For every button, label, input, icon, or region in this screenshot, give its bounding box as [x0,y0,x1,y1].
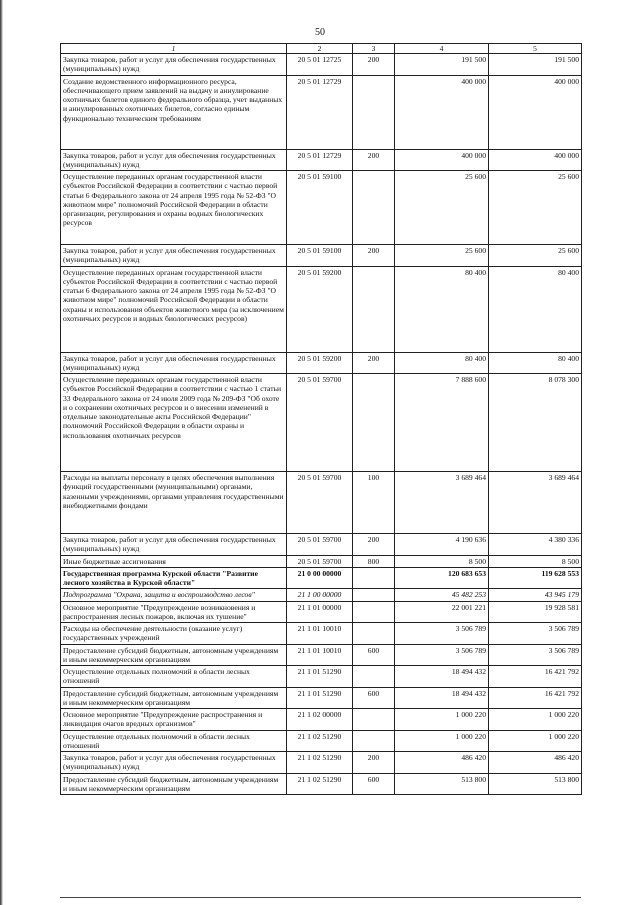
table-row [61,266,582,352]
table-row [61,773,582,795]
row-value-year2-cell: 513 800 [489,773,582,795]
budget-table [60,43,582,795]
row-value-year1-cell: 1 000 220 [395,730,489,752]
row-code-cell: 21 1 02 51290 [287,752,353,774]
row-value-year2-cell: 486 420 [489,752,582,774]
row-name-cell: Закупка товаров, работ и услуг для обеспечения государственных (муниципальных) нужд [61,352,287,374]
row-value-year1-cell: 18 494 432 [395,666,489,688]
row-expense-type-cell: 200 [353,534,395,556]
row-value-year2-cell: 16 421 792 [489,687,582,709]
row-code-cell: 20 5 01 59100 [287,171,353,245]
row-value-year1-cell: 8 500 [395,555,489,567]
row-expense-type-cell [353,374,395,472]
row-value-year1-cell: 80 400 [395,352,489,374]
row-expense-type-cell [353,567,395,589]
row-value-year2-cell: 25 600 [489,245,582,267]
row-value-year2-cell: 1 000 220 [489,730,582,752]
row-name-cell: Предоставление субсидий бюджетным, автономным учреждениям и иным некоммерческим организациям [61,644,287,666]
table-row [61,730,582,752]
table-row [61,623,582,645]
row-value-year1-cell: 45 482 253 [395,589,489,601]
row-value-year1-cell: 22 001 221 [395,601,489,623]
row-name-cell: Расходы на обеспечение деятельности (оказание услуг) государственных учреждений [61,623,287,645]
table-row [61,245,582,267]
row-value-year2-cell: 8 078 300 [489,374,582,472]
header-col-2: 2 [287,44,353,54]
table-row [61,601,582,623]
row-name-cell: Закупка товаров, работ и услуг для обеспечения государственных (муниципальных) нужд [61,245,287,267]
row-value-year1-cell: 25 600 [395,245,489,267]
row-value-year1-cell: 191 500 [395,54,489,76]
row-name-cell: Осуществление переданных органам государственной власти субъектов Российской Федерации в соответствии с частью 1 статьи 33 Федерального закона от 24 июля 2009 года № 209-ФЗ "Об охоте и о сохранении охотничьих ресурсов и о внесении изменений в отдельные законодательные акты Российской Федерации" полномочий Российской Федерации в области охраны и использования охотничьих ресурсов [61,374,287,472]
row-code-cell: 21 1 01 00000 [287,601,353,623]
header-col-3: 3 [353,44,395,54]
table-row [61,534,582,556]
row-value-year2-cell: 4 380 336 [489,534,582,556]
row-value-year1-cell: 400 000 [395,75,489,149]
row-code-cell: 21 1 00 00000 [287,589,353,601]
table-row [61,644,582,666]
table-row [61,171,582,245]
row-code-cell: 20 5 01 12729 [287,149,353,171]
row-value-year2-cell: 3 506 789 [489,644,582,666]
row-expense-type-cell [353,601,395,623]
row-code-cell: 20 5 01 59700 [287,555,353,567]
row-value-year1-cell: 18 494 432 [395,687,489,709]
page-bottom-rule [60,897,581,898]
row-name-cell: Закупка товаров, работ и услуг для обеспечения государственных (муниципальных) нужд [61,149,287,171]
row-value-year1-cell: 486 420 [395,752,489,774]
header-col-1: 1 [61,44,287,54]
row-value-year2-cell: 80 400 [489,352,582,374]
row-name-cell: Осуществление переданных органам государственной власти субъектов Российской Федерации в соответствии с частью первой статьи 6 Федерального закона от 24 апреля 1995 года № 52-ФЗ "О животном мире" полномочий Российской Федерации в области организации, регулирования и охраны водных биологических ресурсов [61,171,287,245]
table-row [61,709,582,731]
row-expense-type-cell [353,171,395,245]
row-value-year1-cell: 120 683 653 [395,567,489,589]
row-value-year1-cell: 3 506 789 [395,644,489,666]
row-value-year2-cell: 43 945 179 [489,589,582,601]
row-code-cell: 20 5 01 59700 [287,472,353,534]
row-code-cell: 20 5 01 59100 [287,245,353,267]
header-col-5: 5 [489,44,582,54]
row-code-cell: 20 5 01 59200 [287,266,353,352]
table-row [61,666,582,688]
row-expense-type-cell [353,266,395,352]
scan-edge-shadow [0,0,3,905]
table-row [61,752,582,774]
row-value-year2-cell: 80 400 [489,266,582,352]
row-expense-type-cell: 200 [353,245,395,267]
row-name-cell: Государственная программа Курской области "Развитие лесного хозяйства в Курской области" [61,567,287,589]
row-code-cell: 21 1 01 51290 [287,666,353,688]
row-name-cell: Предоставление субсидий бюджетным, автономным учреждениям и иным некоммерческим организациям [61,687,287,709]
row-name-cell: Закупка товаров, работ и услуг для обеспечения государственных (муниципальных) нужд [61,534,287,556]
row-value-year2-cell: 400 000 [489,149,582,171]
row-value-year1-cell: 7 888 600 [395,374,489,472]
row-name-cell: Предоставление субсидий бюджетным, автономным учреждениям и иным некоммерческим организациям [61,773,287,795]
table-row [61,472,582,534]
row-expense-type-cell [353,730,395,752]
row-name-cell: Закупка товаров, работ и услуг для обеспечения государственных (муниципальных) нужд [61,54,287,76]
row-code-cell: 21 1 01 10010 [287,644,353,666]
table-row [61,567,582,589]
row-code-cell: 21 1 02 51290 [287,730,353,752]
row-code-cell: 21 1 02 00000 [287,709,353,731]
row-value-year1-cell: 400 000 [395,149,489,171]
row-code-cell: 20 5 01 59700 [287,374,353,472]
row-value-year1-cell: 3 506 789 [395,623,489,645]
row-name-cell: Закупка товаров, работ и услуг для обеспечения государственных (муниципальных) нужд [61,752,287,774]
row-value-year2-cell: 191 500 [489,54,582,76]
header-col-4: 4 [395,44,489,54]
row-name-cell: Основное мероприятие "Предупреждение распространения и ликвидация очагов вредных организмов" [61,709,287,731]
table-row [61,352,582,374]
row-code-cell: 21 1 02 51290 [287,773,353,795]
row-value-year1-cell: 25 600 [395,171,489,245]
row-value-year2-cell: 3 689 464 [489,472,582,534]
row-expense-type-cell: 200 [353,352,395,374]
row-value-year2-cell: 8 500 [489,555,582,567]
row-name-cell: Создание ведомственного информационного ресурса, обеспечивающего прием заявлений на выдачу и аннулирование охотничьих билетов единого федерального образца, учет выданных и аннулированных охотничьих билетов, согласно единым функционально техническим требованиям [61,75,287,149]
row-expense-type-cell [353,75,395,149]
table-row [61,149,582,171]
table-row [61,555,582,567]
page-number: 50 [315,27,325,38]
row-code-cell: 20 5 01 59700 [287,534,353,556]
row-name-cell: Иные бюджетные ассигнования [61,555,287,567]
row-code-cell: 21 0 00 00000 [287,567,353,589]
row-expense-type-cell [353,623,395,645]
row-value-year1-cell: 80 400 [395,266,489,352]
row-value-year2-cell: 19 928 581 [489,601,582,623]
row-value-year1-cell: 3 689 464 [395,472,489,534]
row-expense-type-cell [353,589,395,601]
row-value-year1-cell: 513 800 [395,773,489,795]
row-expense-type-cell [353,709,395,731]
row-name-cell: Основное мероприятие "Предупреждение возникновения и распространения лесных пожаров, включая их тушение" [61,601,287,623]
row-code-cell: 20 5 01 12729 [287,75,353,149]
table-header-row [61,44,582,54]
row-name-cell: Осуществление отдельных полномочий в области лесных отношений [61,730,287,752]
row-value-year2-cell: 400 000 [489,75,582,149]
row-expense-type-cell [353,666,395,688]
table-row [61,687,582,709]
row-expense-type-cell: 200 [353,752,395,774]
row-expense-type-cell: 600 [353,687,395,709]
row-code-cell: 20 5 01 12725 [287,54,353,76]
row-code-cell: 21 1 01 51290 [287,687,353,709]
row-value-year2-cell: 25 600 [489,171,582,245]
row-code-cell: 20 5 01 59200 [287,352,353,374]
row-name-cell: Осуществление переданных органам государственной власти субъектов Российской Федерации в соответствии с частью первой статьи 6 Федерального закона от 24 апреля 1995 года № 52-ФЗ "О животном мире" полномочий Российской Федерации в области охраны и использования объектов животного мира (за исключением охотничьих ресурсов и водных биологических ресурсов) [61,266,287,352]
row-expense-type-cell: 100 [353,472,395,534]
table-row [61,374,582,472]
table-row [61,75,582,149]
row-value-year1-cell: 4 190 636 [395,534,489,556]
row-expense-type-cell: 800 [353,555,395,567]
row-expense-type-cell: 600 [353,773,395,795]
row-expense-type-cell: 200 [353,149,395,171]
row-name-cell: Подпрограмма "Охрана, защита и воспроизводство лесов" [61,589,287,601]
row-value-year1-cell: 1 000 220 [395,709,489,731]
row-expense-type-cell: 200 [353,54,395,76]
row-name-cell: Осуществление отдельных полномочий в области лесных отношений [61,666,287,688]
row-value-year2-cell: 119 628 553 [489,567,582,589]
row-value-year2-cell: 16 421 792 [489,666,582,688]
row-value-year2-cell: 3 506 789 [489,623,582,645]
row-name-cell: Расходы на выплаты персоналу в целях обеспечения выполнения функций государственными (муниципальными) органами, казенными учреждениями, органами управления государственными внебюджетными фондами [61,472,287,534]
table-row [61,54,582,76]
row-value-year2-cell: 1 000 220 [489,709,582,731]
row-code-cell: 21 1 01 10010 [287,623,353,645]
table-row [61,589,582,601]
row-expense-type-cell: 600 [353,644,395,666]
